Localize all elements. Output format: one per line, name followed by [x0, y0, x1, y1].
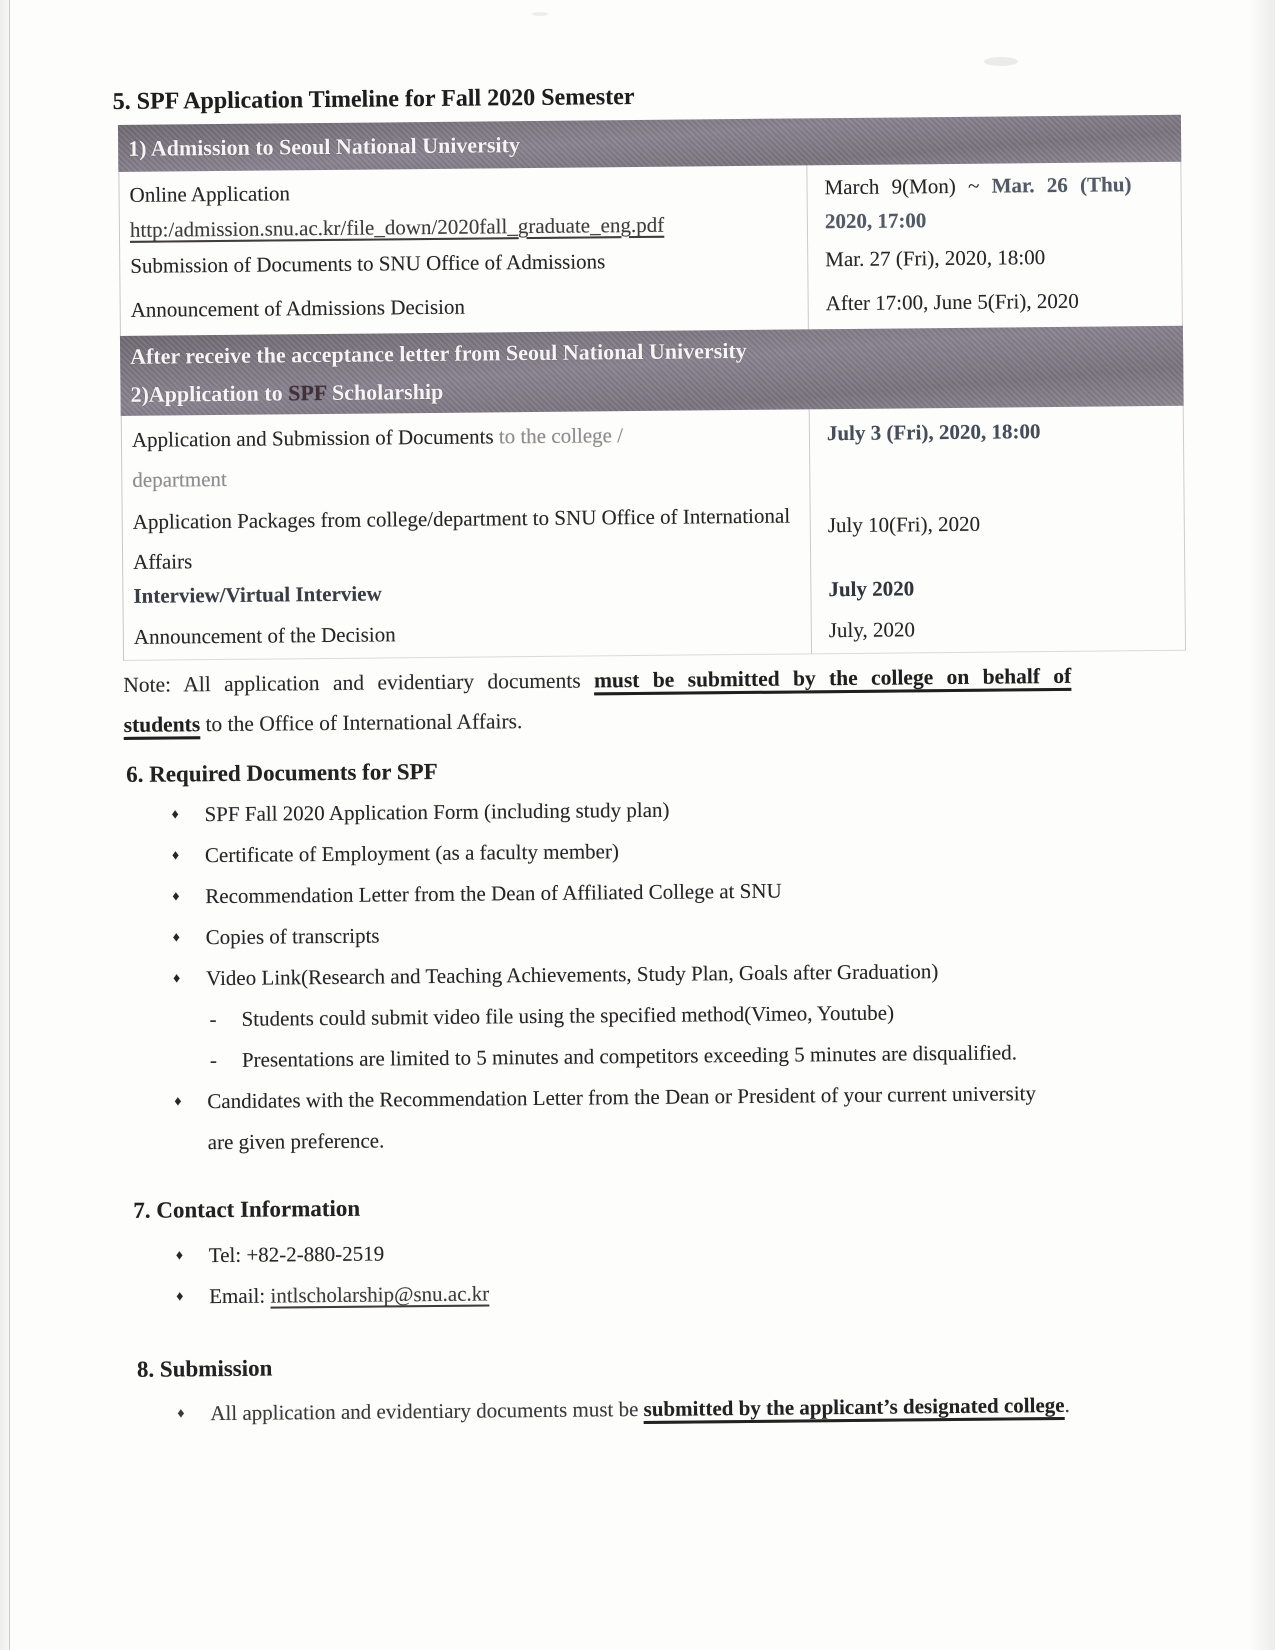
contact-list: [129, 1226, 1205, 1318]
row-label: Announcement of the Decision: [124, 613, 812, 660]
row-label: Application and Submission of Documents: [131, 424, 499, 452]
timeline-table: [118, 115, 1186, 661]
list-item-text: Students could submit video file using the specified method(Vimeo, Youtube): [241, 1000, 895, 1031]
diamond-bullet-icon: ♦: [174, 1094, 182, 1110]
diamond-bullet-icon: ♦: [176, 1289, 184, 1305]
list-item-text: SPF Fall 2020 Application Form (including study plan): [204, 797, 670, 827]
table-row: [122, 406, 1184, 500]
table-row: [123, 490, 1185, 578]
table-band-admission: 1) Admission to Seoul National University: [118, 115, 1181, 172]
row-label: Announcement of Admissions Decision: [121, 285, 809, 336]
list-item: [130, 1383, 1230, 1435]
diamond-bullet-icon: ♦: [172, 889, 180, 905]
row-label-gray: department: [132, 466, 227, 492]
list-item-text: Recommendation Letter from the Dean of Affiliated College at SNU: [205, 878, 782, 909]
diamond-bullet-icon: ♦: [173, 971, 181, 987]
row-label: Online Application: [129, 181, 291, 207]
submission-emphasis: submitted by the applicant’s designated college: [643, 1392, 1065, 1421]
row-label-cell: [122, 409, 811, 500]
row-label: Submission of Documents to SNU Office of Admissions: [120, 238, 808, 292]
row-label-gray: to the college /: [498, 423, 624, 449]
diamond-bullet-icon: ♦: [171, 848, 180, 864]
date-line: [824, 167, 1174, 204]
dash-bullet-icon: -: [209, 1007, 217, 1032]
required-documents-list: [124, 785, 1202, 1164]
section5-heading: 5. SPF Application Timeline for Fall 2020 Semester: [112, 84, 635, 116]
list-item-text: All application and evidentiary documents must be: [210, 1396, 644, 1426]
application-url-link[interactable]: http:/admission.snu.ac.kr/file_down/2020fall_graduate_eng.pdf: [129, 212, 665, 242]
table-row: [119, 162, 1181, 245]
section6-heading: 6. Required Documents for SPF: [126, 758, 438, 787]
row-date: After 17:00, June 5(Fri), 2020: [825, 288, 1079, 316]
table-band-spf-scholarship: [120, 326, 1184, 416]
phone-number: Tel: +82-2-880-2519: [208, 1241, 385, 1268]
list-item-text: Presentations are limited to 5 minutes and competitors exceeding 5 minutes are disqualified.: [241, 1040, 1018, 1072]
row-date: July, 2020: [828, 617, 916, 643]
note-text: Note: All application and evidentiary documents: [123, 668, 595, 697]
row-label-line: [132, 413, 797, 459]
note-emphasis: students: [123, 712, 201, 737]
row-date-cell: [810, 406, 1184, 494]
band-text: Scholarship: [326, 378, 444, 405]
list-item-text: .: [1064, 1392, 1070, 1417]
diamond-bullet-icon: ♦: [175, 1248, 184, 1264]
list-item-text: Candidates with the Recommendation Letter from the Dean or President of your current university: [207, 1081, 1037, 1114]
spf-highlight: SPF: [288, 379, 327, 406]
diamond-bullet-icon: ♦: [171, 807, 179, 823]
list-item-text: Certificate of Employment (as a faculty member): [204, 839, 620, 868]
row-date: July 2020: [828, 576, 915, 602]
dash-bullet-icon: -: [209, 1048, 218, 1073]
email-label: Email:: [209, 1283, 271, 1309]
row-label: Application Packages from college/department to SNU Office of International Affairs: [123, 493, 812, 578]
band-line: After receive the acceptance letter from Seoul National University: [130, 337, 747, 369]
date-part: March 9(Mon) ~: [824, 173, 992, 200]
list-item-text: are given preference.: [207, 1128, 385, 1155]
row-date: July 3 (Fri), 2020, 18:00: [826, 419, 1041, 446]
date-part-accent: Mar. 26 (Thu): [991, 172, 1132, 198]
diamond-bullet-icon: ♦: [172, 930, 180, 946]
list-item-text: Video Link(Research and Teaching Achievements, Study Plan, Goals after Graduation): [205, 959, 939, 991]
note-paragraph: [123, 650, 1192, 745]
section7-heading: 7. Contact Information: [133, 1195, 361, 1223]
row-date-cell: [807, 162, 1181, 239]
email-link[interactable]: intlscholarship@snu.ac.kr: [270, 1281, 490, 1308]
row-label: Interview/Virtual Interview: [123, 571, 811, 620]
row-label-cell: [119, 165, 808, 245]
date-line: 2020, 17:00: [824, 208, 927, 234]
note-text: to the Office of International Affairs.: [200, 709, 523, 737]
list-item-text: Copies of transcripts: [205, 923, 380, 950]
submission-list: [130, 1383, 1230, 1435]
section8-heading: 8. Submission: [136, 1355, 273, 1382]
diamond-bullet-icon: ♦: [177, 1406, 185, 1422]
band-text: 2)Application to: [130, 380, 289, 407]
list-item: [127, 1072, 1203, 1164]
row-date: Mar. 27 (Fri), 2020, 18:00: [825, 245, 1046, 272]
row-date: July 10(Fri), 2020: [827, 511, 981, 538]
note-emphasis: must be submitted by the college on behalf of: [593, 663, 1072, 693]
